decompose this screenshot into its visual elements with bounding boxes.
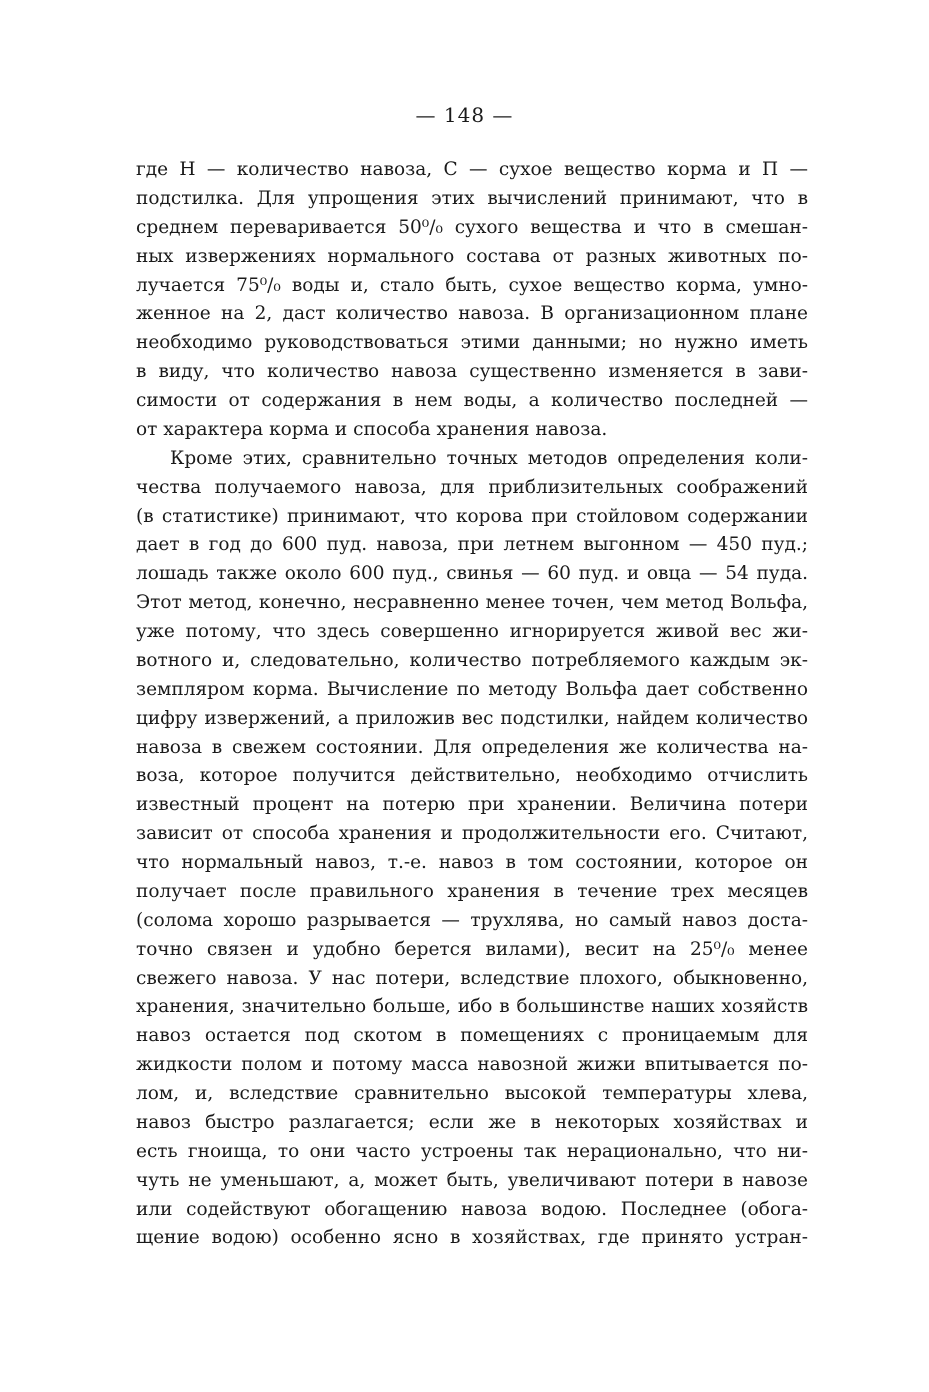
text-line: дает в год до 600 пуд. навоза, при летнем выгонном — 450 пуд.; <box>136 534 808 556</box>
text-line: чества получаемого навоза, для приблизительных соображений <box>136 476 808 498</box>
text-line: получает после правильного хранения в течение трех месяцев <box>136 880 808 902</box>
text-line: жидкости полом и потому масса навозной жижи впитывается по- <box>136 1054 808 1076</box>
text-line: в виду, что количество навоза существенно изменяется в зави- <box>136 361 808 383</box>
text-line: что нормальный навоз, т.-е. навоз в том состоянии, которое он <box>136 852 808 873</box>
text-line: свежего навоза. У нас потери, вследствие плохого, обыкновенно, <box>136 967 808 989</box>
text-line: цифру извержений, а приложив вес подстилки, найдем количество <box>136 707 808 729</box>
text-line: известный процент на потерю при хранении. Величина потери <box>136 794 808 816</box>
text-line: женное на 2, даст количество навоза. В организационном плане <box>136 303 808 325</box>
text-line: навоз быстро разлагается; если же в некоторых хозяйствах и <box>136 1111 808 1133</box>
text-line: Этот метод, конечно, несравненно менее точен, чем метод Вольфа, <box>136 592 808 614</box>
text-line: среднем переваривается 50⁰/₀ сухого вещества и что в смешан- <box>136 216 808 238</box>
text-line: лучается 75⁰/₀ воды и, стало быть, сухое вещество корма, умно- <box>136 274 808 296</box>
text-line: симости от содержания в нем воды, а количество последней — <box>136 390 808 411</box>
paragraph-1 <box>136 156 808 445</box>
text-line: есть гноища, то они часто устроены так нерационально, что ни- <box>136 1140 808 1162</box>
text-line: ных извержениях нормального состава от разных животных по- <box>136 245 808 267</box>
text-line: лом, и, вследствие сравнительно высокой температуры хлева, <box>136 1083 808 1104</box>
text-line: воза, которое получится действительно, необходимо отчислить <box>136 765 808 787</box>
text-line: зависит от способа хранения и продолжительности его. Считают, <box>136 823 808 845</box>
text-line: вотного и, следовательно, количество потребляемого каждым эк- <box>136 649 808 671</box>
text-line: навоз остается под скотом в помещениях с проницаемым для <box>136 1025 808 1047</box>
text-line: уже потому, что здесь совершенно игнорируется живой вес жи- <box>136 621 808 642</box>
text-line: лошадь также около 600 пуд., свинья — 60 пуд. и овца — 54 пуда. <box>136 563 808 585</box>
text-line: от характера корма и способа хранения навоза. <box>136 418 608 440</box>
text-line: (в статистике) принимают, что корова при стойловом содержании <box>136 505 808 527</box>
page-number: — 148 — <box>415 103 514 127</box>
text-line: или содействуют обогащению навоза водою. Последнее (обога- <box>136 1198 808 1220</box>
text-line: где Н — количество навоза, С — сухое вещество корма и П — <box>136 159 808 180</box>
text-line: необходимо руководствоваться этими данными; но нужно иметь <box>136 332 808 354</box>
paragraph-2 <box>136 445 808 1254</box>
text-line: подстилка. Для упрощения этих вычислений принимают, что в <box>136 187 808 209</box>
text-line: земпляром корма. Вычисление по методу Вольфа дает собственно <box>136 678 808 700</box>
text-line: (солома хорошо разрывается — трухлява, но самый навоз доста- <box>136 909 808 931</box>
text-line: хранения, значительно больше, ибо в большинстве наших хозяйств <box>136 996 808 1018</box>
text-line: чуть не уменьшают, а, может быть, увеличивают потери в навозе <box>136 1169 808 1191</box>
body-text <box>136 156 808 1253</box>
text-line: щение водою) особенно ясно в хозяйствах, где принято устран- <box>136 1227 808 1249</box>
text-line: точно связен и удобно берется вилами), весит на 25⁰/₀ менее <box>136 938 808 960</box>
text-line: навоза в свежем состоянии. Для определения же количества на- <box>136 736 808 758</box>
text-line: Кроме этих, сравнительно точных методов определения коли- <box>170 447 808 469</box>
